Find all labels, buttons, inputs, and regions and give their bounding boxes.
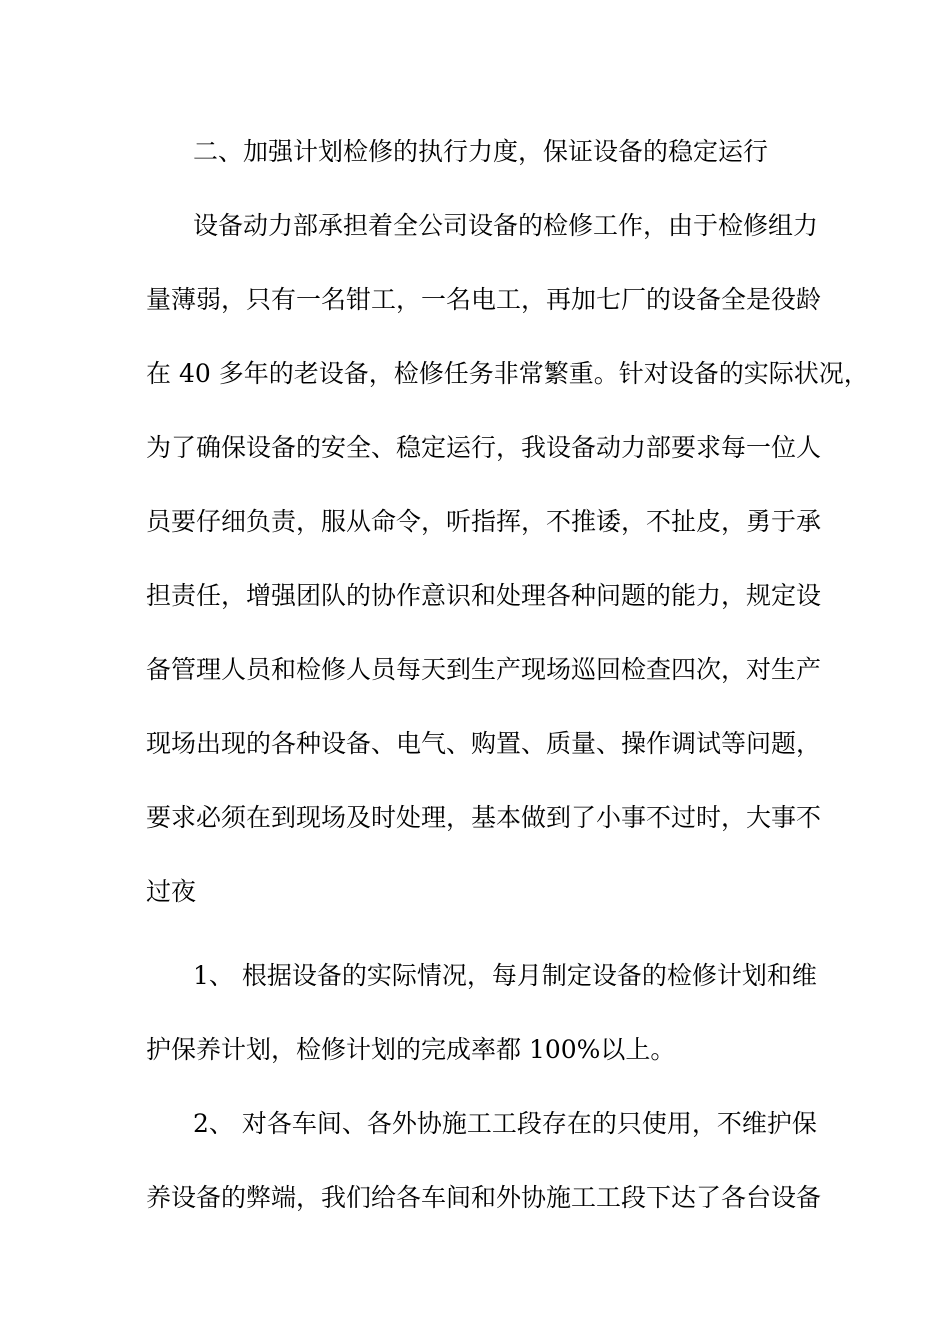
paragraph-line: 量薄弱，只有一名钳工，一名电工，再加七厂的设备全是役龄 bbox=[146, 285, 822, 314]
paragraph-line: 在 40 多年的老设备，检修任务非常繁重。针对设备的实际状况， bbox=[146, 359, 869, 388]
paragraph-line: 要求必须在到现场及时处理，基本做到了小事不过时，大事不 bbox=[146, 803, 822, 832]
paragraph-line: 员要仔细负责，服从命令，听指挥，不推诿，不扯皮，勇于承 bbox=[146, 507, 822, 536]
section-heading: 二、加强计划检修的执行力度，保证设备的稳定运行 bbox=[193, 137, 769, 166]
paragraph-line: 为了确保设备的安全、稳定运行，我设备动力部要求每一位人 bbox=[146, 433, 822, 462]
list-item-line: 护保养计划，检修计划的完成率都 100%以上。 bbox=[146, 1035, 676, 1064]
list-item-line: 2、 对各车间、各外协施工工段存在的只使用，不维护保 bbox=[193, 1109, 817, 1138]
list-item-line: 养设备的弊端，我们给各车间和外协施工工段下达了各台设备 bbox=[146, 1183, 822, 1212]
paragraph-line: 担责任，增强团队的协作意识和处理各种问题的能力，规定设 bbox=[146, 581, 822, 610]
paragraph-line: 过夜 bbox=[146, 877, 197, 906]
paragraph-line: 备管理人员和检修人员每天到生产现场巡回检查四次，对生产 bbox=[146, 655, 822, 684]
paragraph-line: 设备动力部承担着全公司设备的检修工作，由于检修组力 bbox=[193, 211, 819, 240]
list-item-line: 1、 根据设备的实际情况，每月制定设备的检修计划和维 bbox=[193, 961, 817, 990]
paragraph-line: 现场出现的各种设备、电气、购置、质量、操作调试等问题， bbox=[146, 729, 822, 758]
